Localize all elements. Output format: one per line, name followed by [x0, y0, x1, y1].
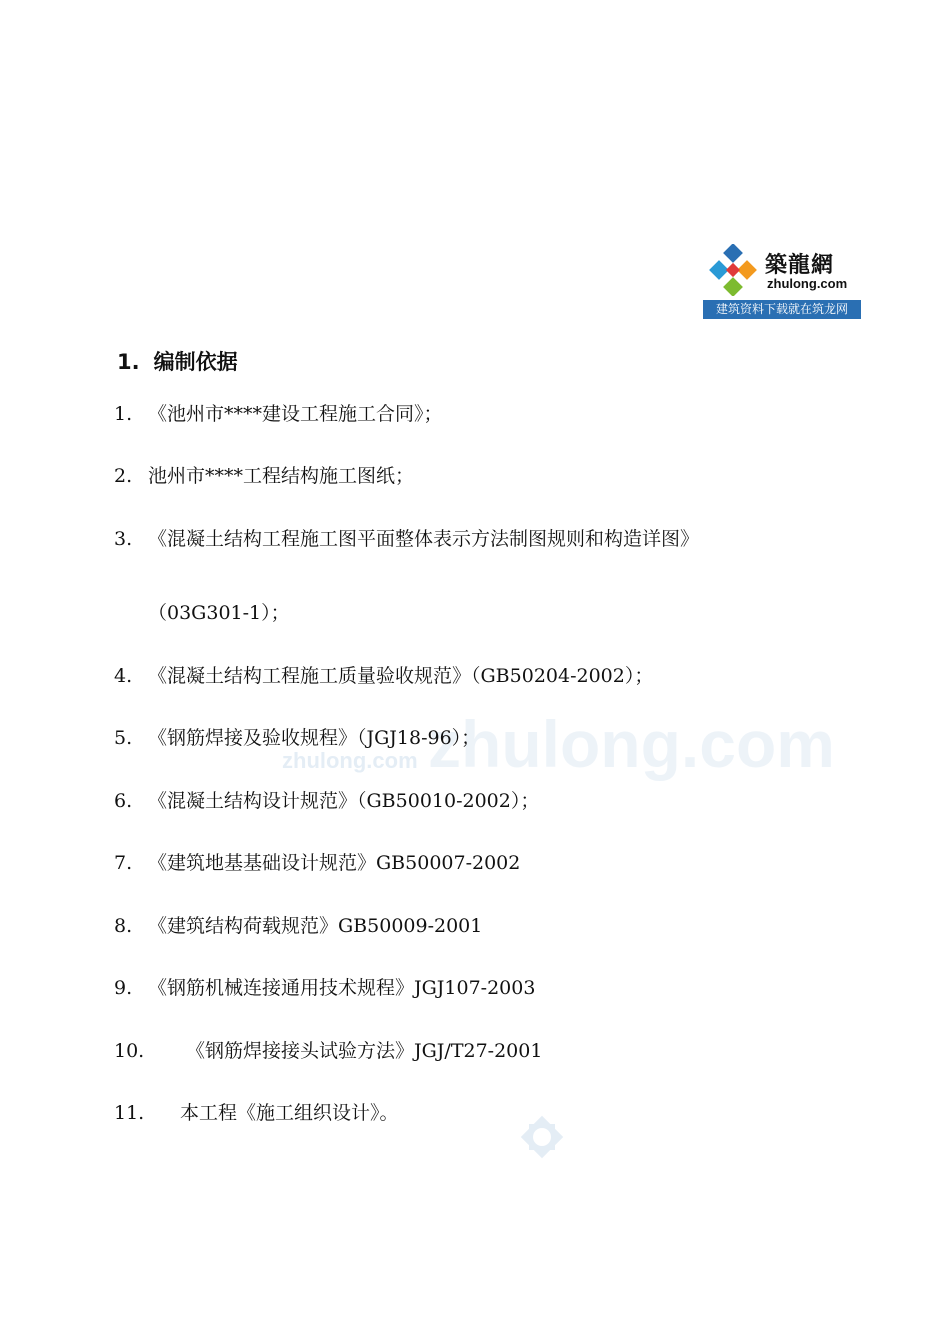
watermark-small: zhulong.com: [282, 748, 418, 773]
item-number: 8.: [114, 915, 133, 937]
list-item: [114, 661, 653, 688]
item-number: 3.: [114, 528, 133, 550]
list-item-continuation: [148, 598, 290, 625]
item-text: 《池州市****建设工程施工合同》；: [148, 403, 443, 425]
list-item: [114, 1036, 542, 1063]
list-item: [114, 911, 482, 938]
list-item: [114, 399, 443, 426]
item-number: 10.: [114, 1040, 145, 1062]
item-number: 6.: [114, 790, 133, 812]
item-text: 《建筑结构荷载规范》GB50009-2001: [148, 915, 483, 937]
watermark-emblem-icon: [505, 1100, 579, 1174]
watermark-large: zhulong.com: [428, 707, 835, 781]
item-text: （03G301-1）；: [148, 602, 290, 624]
item-number: 9.: [114, 977, 133, 999]
list-item: [114, 461, 414, 488]
logo-chinese-name: 築龍網: [765, 253, 835, 278]
item-number: 5.: [114, 727, 133, 749]
logo-domain: zhulong.com: [767, 276, 848, 291]
list-item: [114, 973, 535, 1000]
item-text: 《钢筋焊接及验收规程》（JGJ18-96）；: [148, 727, 481, 749]
logo-diamond-icon: [707, 244, 759, 296]
item-number: 7.: [114, 852, 133, 874]
list-item: [114, 848, 520, 875]
zhulong-logo: [703, 240, 861, 320]
item-number: 4.: [114, 665, 133, 687]
item-text: 本工程《施工组织设计》。: [180, 1102, 399, 1124]
item-number: 1.: [114, 403, 133, 425]
list-item: [114, 723, 480, 750]
section-title: 编制依据: [153, 350, 238, 374]
item-text: 《钢筋焊接接头试验方法》JGJ/T27-2001: [186, 1040, 543, 1062]
section-number: 1.: [117, 350, 140, 374]
item-text: 《混凝土结构设计规范》（GB50010-2002）；: [148, 790, 540, 812]
item-number: 11.: [114, 1102, 145, 1124]
item-text: 《钢筋机械连接通用技术规程》JGJ107-2003: [148, 977, 536, 999]
list-item: [114, 1098, 399, 1125]
item-number: 2.: [114, 465, 133, 487]
section-heading: [117, 346, 238, 376]
item-text: 池州市****工程结构施工图纸；: [148, 465, 415, 487]
item-text: 《建筑地基基础设计规范》GB50007-2002: [148, 852, 521, 874]
list-item: [114, 786, 539, 813]
logo-slogan: 建筑资料下载就在筑龙网: [703, 300, 861, 319]
item-text: 《混凝土结构工程施工图平面整体表示方法制图规则和构造详图》: [148, 528, 700, 550]
item-text: 《混凝土结构工程施工质量验收规范》（GB50204-2002）；: [148, 665, 654, 687]
list-item: [114, 524, 699, 551]
